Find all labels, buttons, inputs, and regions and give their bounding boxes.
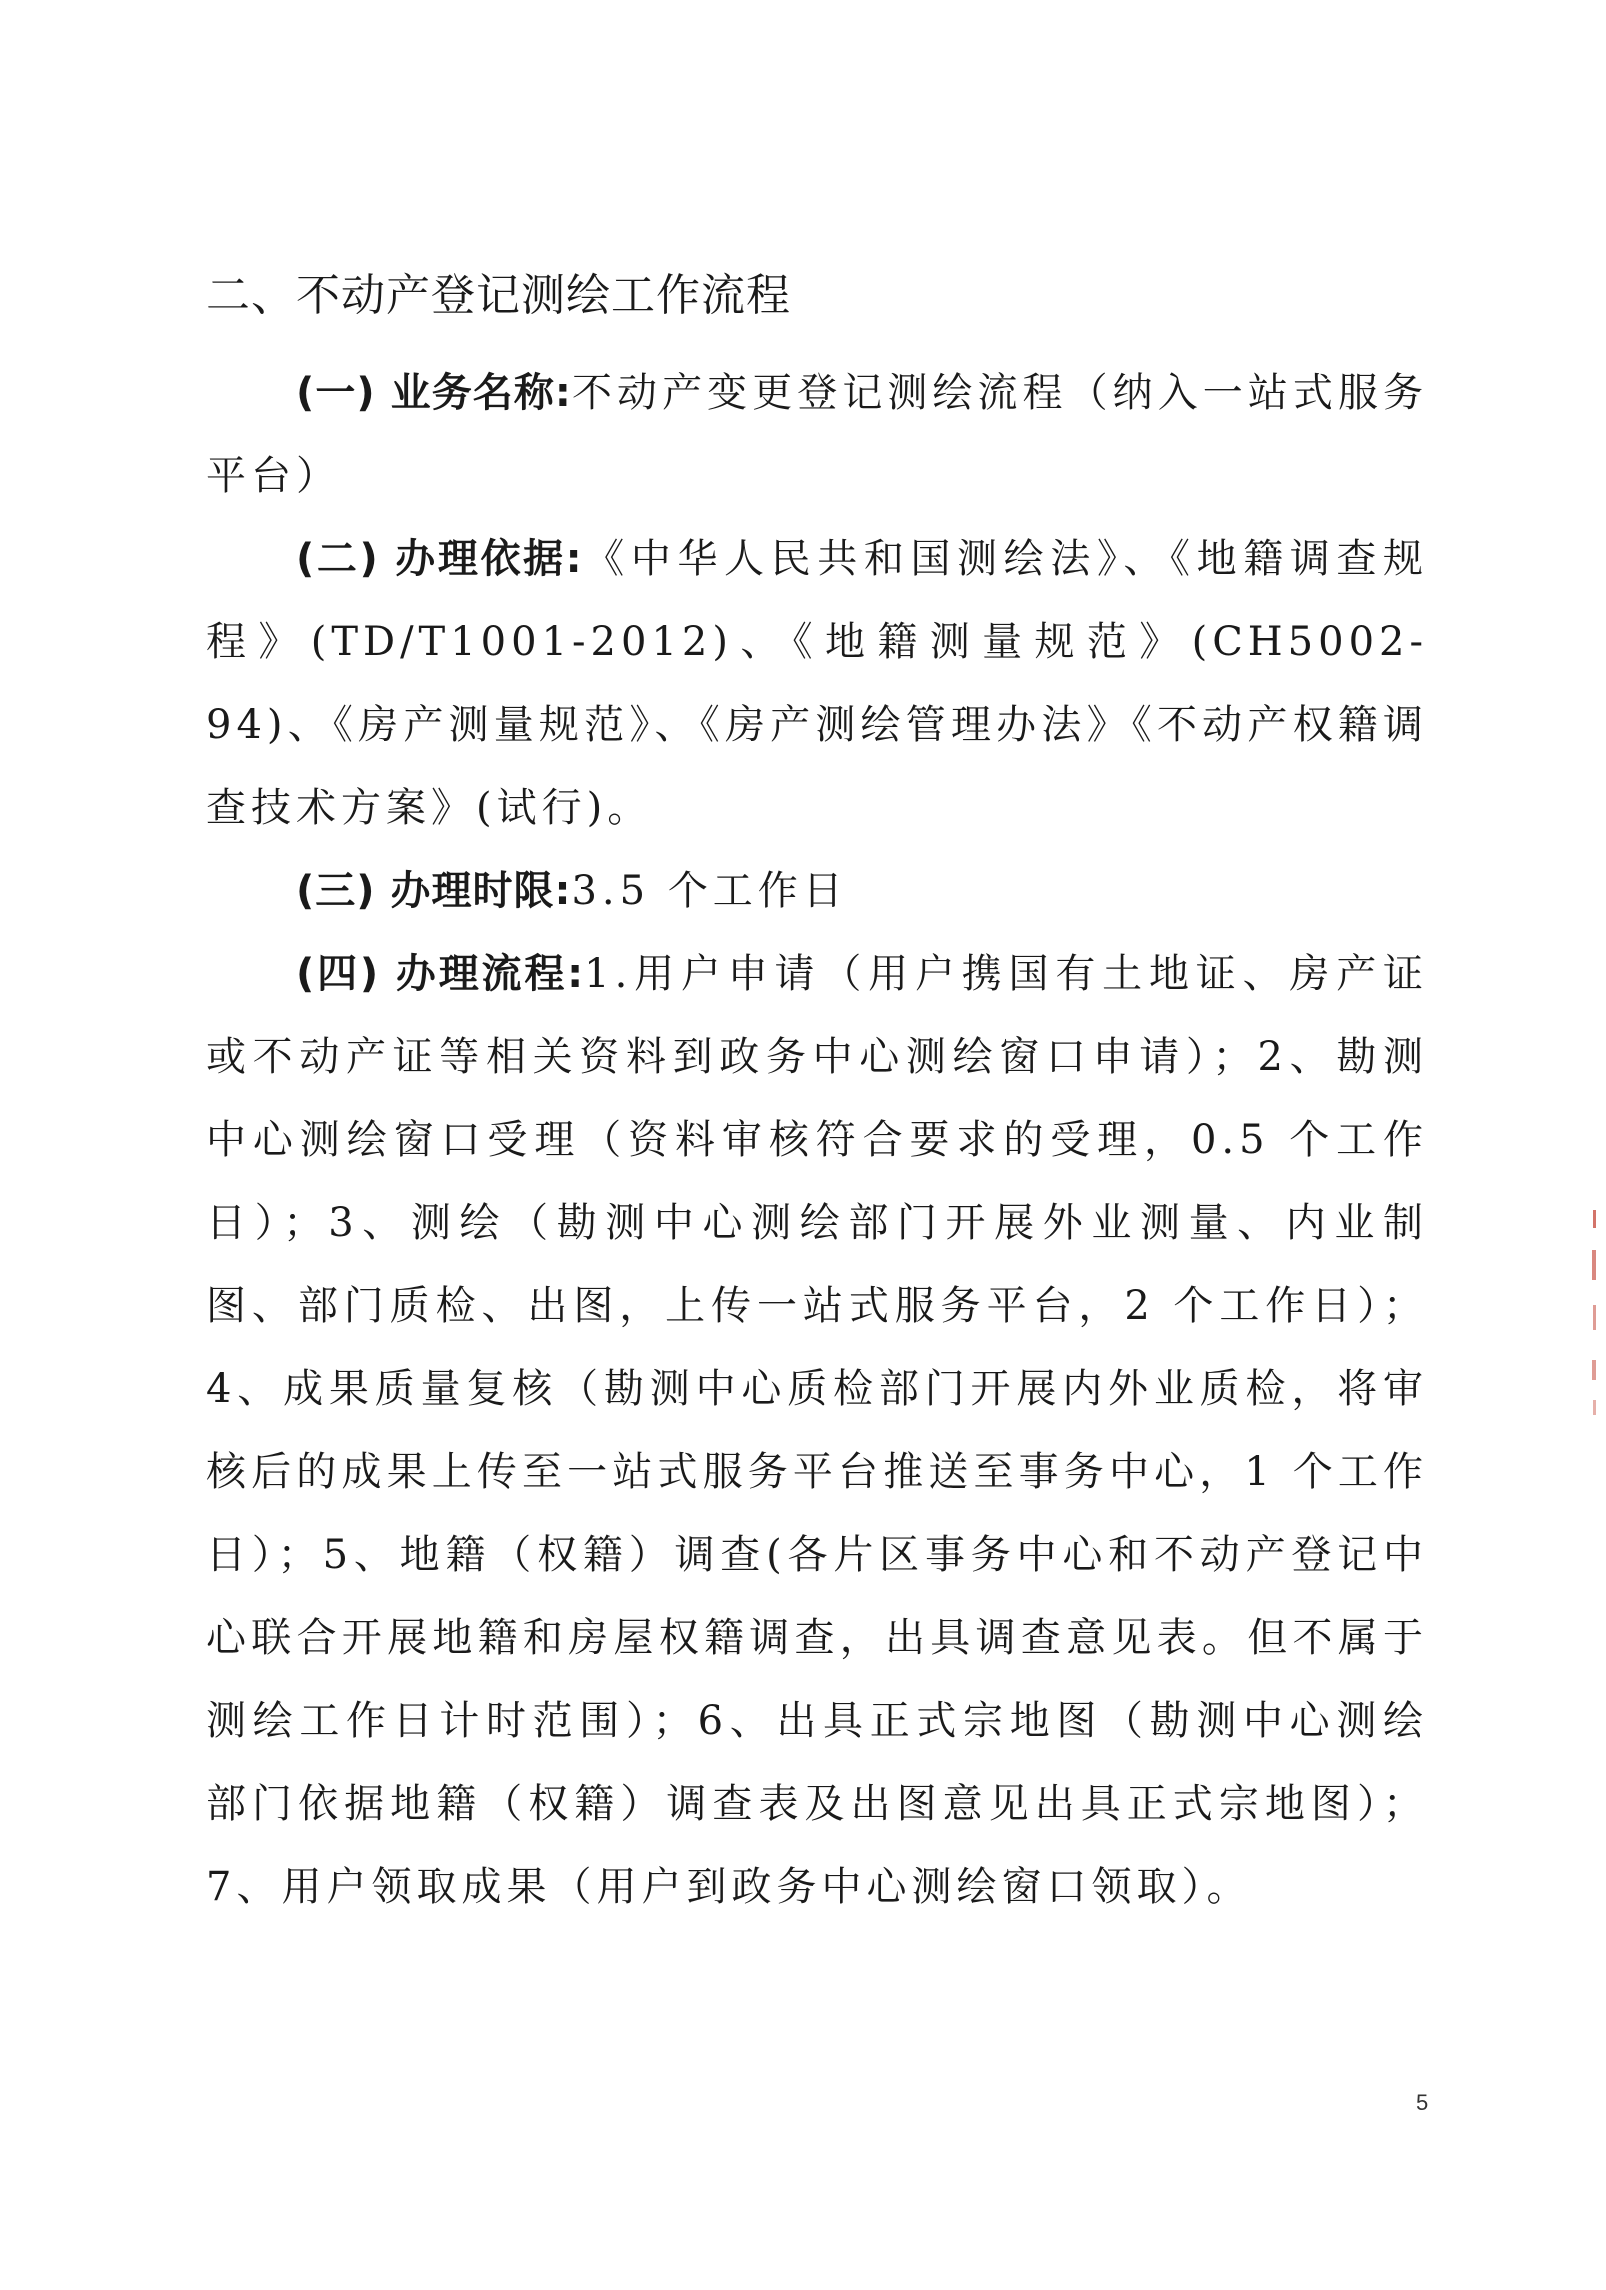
item-text: 3.5 个工作日	[571, 868, 848, 914]
item-time-limit	[206, 850, 1428, 933]
item-text: 1.用户申请（用户携国有土地证、房产证或不动产证等相关资料到政务中心测绘窗口申请）；2、勘测中心测绘窗口受理（资料审核符合要求的受理，0.5 个工作日）；3、测绘（勘测中心测绘部门开展外业测量、内业制图、部门质检、出图，上传一站式服务平台，2 个工作日）；4、成果质量复核（勘测中心质检部门开展内外业质检，将审核后的成果上传至一站式服务平台推送至事务中心，1 个工作日）；5、地籍（权籍）调查(各片区事务中心和不动产登记中心联合开展地籍和房屋权籍调查，出具调查意见表。但不属于测绘工作日计时范围）；6、出具正式宗地图（勘测中心测绘部门依据地籍（权籍）调查表及出图意见出具正式宗地图）；7、用户领取成果（用户到政务中心测绘窗口领取）。	[206, 951, 1429, 1910]
item-label: (四) 办理流程:	[296, 951, 585, 997]
scan-edge-mark	[1590, 1210, 1600, 1420]
item-business-name	[206, 352, 1428, 518]
item-text: 不动产变更登记测绘流程（纳入一站式服务平台）	[206, 370, 1429, 499]
page-number: 5	[1416, 2090, 1429, 2115]
item-legal-basis	[206, 518, 1428, 850]
item-label: (二) 办理依据:	[296, 536, 583, 582]
item-label: (三) 办理时限:	[296, 868, 572, 914]
section-title: 二、不动产登记测绘工作流程	[206, 270, 791, 321]
item-procedure	[206, 933, 1428, 1929]
item-text: 《中华人民共和国测绘法》、《地籍调查规程》(TD/T1001-2012)、《地籍测量规范》(CH5002-94)、《房产测量规范》、《房产测绘管理办法》《不动产权籍调查技术方案》(试行)。	[206, 536, 1429, 831]
document-body	[206, 352, 1428, 1929]
item-label: (一) 业务名称:	[296, 370, 572, 416]
